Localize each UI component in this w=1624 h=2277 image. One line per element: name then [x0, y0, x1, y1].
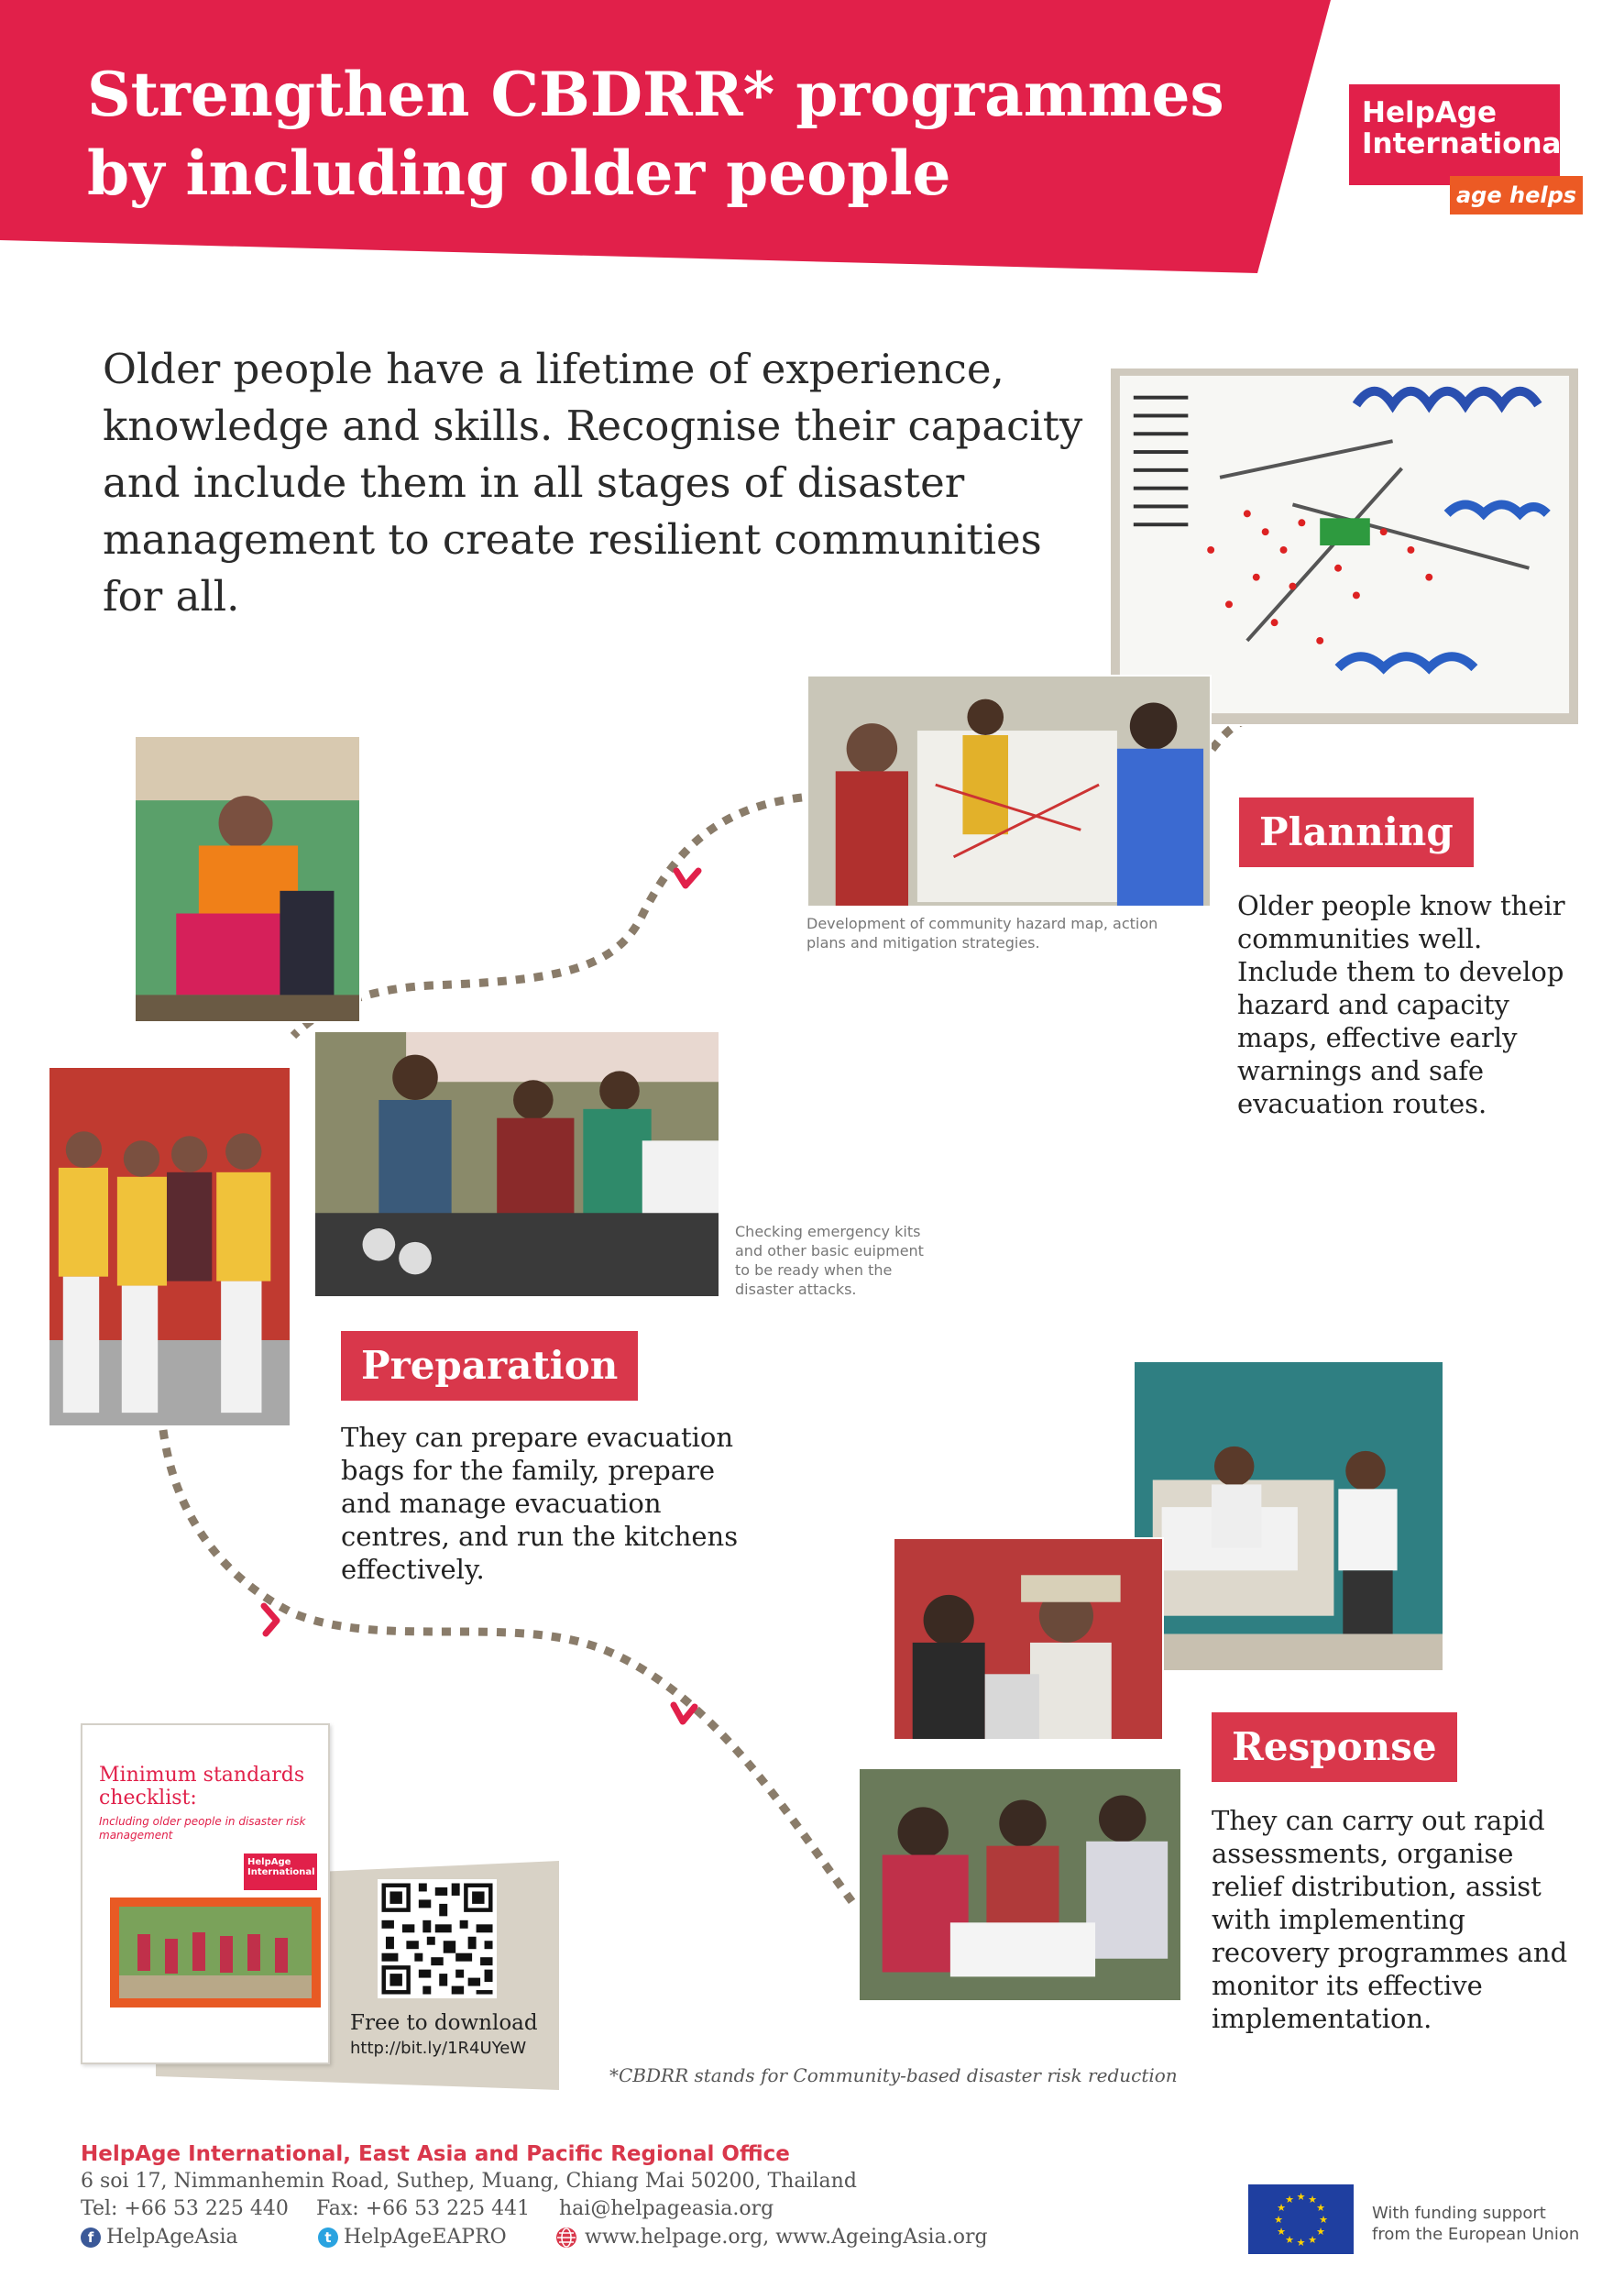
- logo-tagline: age helps: [1450, 176, 1583, 214]
- photo-emergency-kits: [313, 1030, 720, 1298]
- svg-text:★: ★: [1296, 2237, 1306, 2249]
- booklet-subtitle: Including older people in disaster risk management: [99, 1815, 306, 1842]
- checklist-booklet[interactable]: [81, 1723, 330, 2064]
- response-description: They can carry out rapid assessments, organise relief distribution, assist with implementing recovery programmes and monitor its effective implementation.: [1212, 1805, 1568, 2034]
- download-url[interactable]: http://bit.ly/1R4UYeW: [350, 2039, 527, 2058]
- intro-text: Older people have a lifetime of experience, knowledge and skills. Recognise their capacity and include them in all stages of disaster management to create resilient communities for all.: [103, 345, 1083, 621]
- footer-fax: Fax: +66 53 225 441: [316, 2197, 531, 2220]
- svg-text:★: ★: [1277, 2202, 1286, 2214]
- logo-name-line-2: International: [1362, 127, 1572, 160]
- svg-text:★: ★: [1308, 2194, 1317, 2206]
- footer-websites[interactable]: www.helpage.org, www.AgeingAsia.org: [585, 2226, 988, 2249]
- eu-funding-line-2: from the European Union: [1372, 2225, 1580, 2244]
- svg-text:★: ★: [1285, 2194, 1294, 2206]
- planning-description: Older people know their communities well. Include them to develop hazard and capacity maps, effective early warnings and safe evacuation routes.: [1237, 890, 1565, 1119]
- eu-flag-icon: [1248, 2184, 1354, 2254]
- svg-text:★: ★: [1296, 2191, 1306, 2203]
- twitter-icon[interactable]: t: [318, 2228, 338, 2248]
- photo-planning-group: [807, 675, 1212, 908]
- svg-text:★: ★: [1316, 2202, 1325, 2214]
- globe-icon[interactable]: [555, 2227, 577, 2249]
- footer-tel: Tel: +66 53 225 440: [81, 2197, 289, 2220]
- logo-name-line-1: HelpAge: [1362, 96, 1497, 129]
- download-label: Free to download: [350, 2011, 538, 2035]
- svg-text:★: ★: [1277, 2226, 1286, 2238]
- preparation-label: Preparation: [341, 1331, 638, 1401]
- helpage-logo: [1349, 84, 1587, 222]
- preparation-caption: Checking emergency kits and other basic euipment to be ready when the disaster attacks.: [735, 1223, 924, 1298]
- title-line-1: Strengthen CBDRR* programmes: [87, 59, 1224, 130]
- title-line-2: by including older people: [87, 138, 951, 209]
- footnote: *CBDRR stands for Community-based disaster risk reduction: [609, 2064, 1178, 2086]
- svg-text:★: ★: [1285, 2234, 1294, 2246]
- preparation-description: They can prepare evacuation bags for the family, prepare and manage evacuation centres, and run the kitchens effectively.: [341, 1422, 739, 1585]
- photo-relief-distribution: [893, 1537, 1164, 1741]
- booklet-cover-photo: [110, 1898, 321, 2008]
- eu-funding-line-1: With funding support: [1372, 2204, 1546, 2223]
- qr-code-icon[interactable]: [378, 1879, 497, 1998]
- footer-org: HelpAge International, East Asia and Pacific Regional Office: [81, 2142, 790, 2166]
- footer-twitter[interactable]: HelpAgeEAPRO: [344, 2226, 507, 2249]
- photo-exercise-group: [48, 1066, 291, 1427]
- page-title: [87, 55, 1233, 213]
- footer-address: 6 soi 17, Nimmanhemin Road, Suthep, Muang, Chiang Mai 50200, Thailand: [81, 2170, 857, 2193]
- facebook-icon[interactable]: f: [81, 2228, 101, 2248]
- svg-text:★: ★: [1319, 2214, 1328, 2226]
- booklet-logo: HelpAge International: [244, 1854, 317, 1890]
- planning-label: Planning: [1239, 798, 1474, 867]
- svg-text:★: ★: [1316, 2226, 1325, 2238]
- logo-name: [1362, 97, 1571, 160]
- footer-email[interactable]: hai@helpageasia.org: [559, 2197, 774, 2220]
- photo-rapid-assessment: [858, 1767, 1182, 2002]
- planning-caption: Development of community hazard map, action plans and mitigation strategies.: [807, 915, 1158, 952]
- booklet-title: Minimum standards checklist:: [99, 1764, 305, 1810]
- footer-facebook[interactable]: HelpAgeAsia: [106, 2226, 238, 2249]
- svg-text:★: ★: [1274, 2214, 1283, 2226]
- photo-help-desk: [1133, 1360, 1444, 1672]
- photo-hazard-map: [1109, 367, 1580, 726]
- photo-first-aid-kit: [134, 735, 361, 1023]
- eu-funding-text: [1372, 2203, 1579, 2245]
- response-label: Response: [1212, 1712, 1457, 1782]
- svg-text:★: ★: [1308, 2234, 1317, 2246]
